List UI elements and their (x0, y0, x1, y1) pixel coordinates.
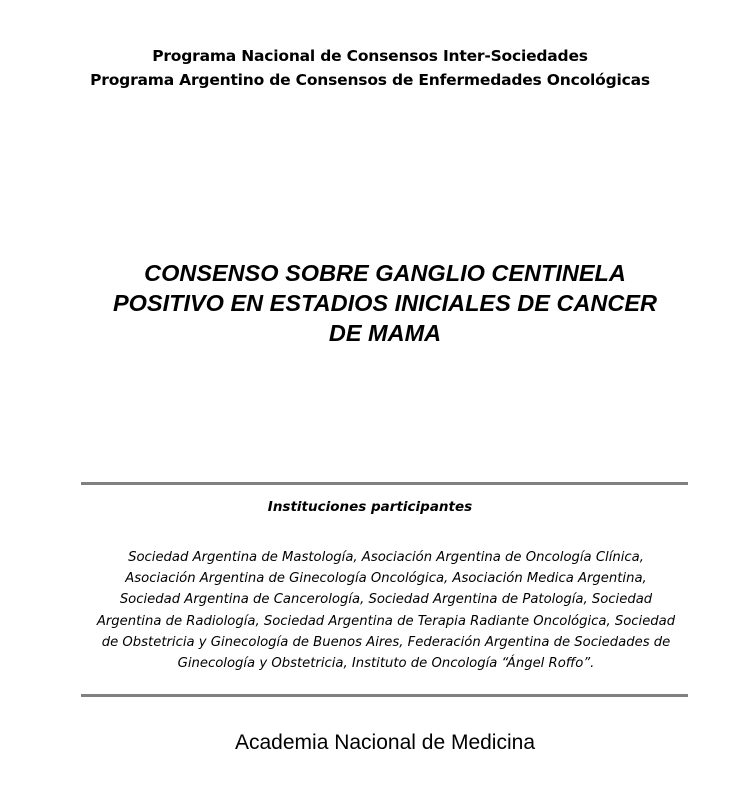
document-title (60, 258, 710, 348)
institutions-line: Asociación Argentina de Ginecología Oncológica, Asociación Medica Argentina, (125, 571, 647, 587)
program-header-line-2: Programa Argentino de Consensos de Enfermedades Oncológicas (90, 71, 650, 89)
institutions-line: Ginecología y Obstetricia, Instituto de Oncología “Ángel Roffo”. (177, 656, 595, 672)
institutions-line: de Obstetricia y Ginecología de Buenos Aires, Federación Argentina de Sociedades de (101, 634, 671, 650)
program-header-line-1: Programa Nacional de Consensos Inter-Sociedades (152, 47, 588, 65)
institutions-heading: Instituciones participantes (267, 499, 473, 515)
document-title-line-2: POSITIVO EN ESTADIOS INICIALES DE CANCER (112, 290, 658, 316)
document-title-line-3: DE MAMA (328, 320, 442, 346)
top-divider (81, 482, 688, 485)
program-header (0, 44, 740, 92)
academy-footer: Academia Nacional de Medicina (235, 731, 535, 754)
institutions-line: Sociedad Argentina de Cancerología, Sociedad Argentina de Patología, Sociedad (119, 592, 653, 608)
institutions-line: Sociedad Argentina de Mastología, Asociación Argentina de Oncología Clínica, (128, 550, 644, 565)
institutions-list (76, 547, 696, 674)
institutions-line: Argentina de Radiología, Sociedad Argentina de Terapia Radiante Oncológica, Sociedad (96, 613, 676, 629)
bottom-divider (81, 694, 688, 697)
document-title-line-1: CONSENSO SOBRE GANGLIO CENTINELA (144, 260, 626, 286)
